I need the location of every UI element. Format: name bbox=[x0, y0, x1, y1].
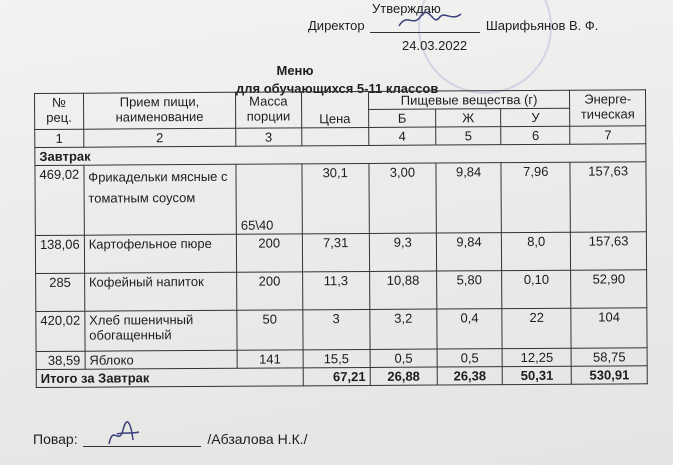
menu-title: Меню bbox=[276, 63, 314, 78]
cell-name: Картофельное пюре bbox=[84, 234, 236, 273]
section-label: Завтрак bbox=[35, 144, 646, 166]
cell-u: 7,96 bbox=[501, 162, 571, 232]
total-row bbox=[36, 366, 647, 388]
cell-mass: 200 bbox=[236, 234, 302, 272]
table-row bbox=[35, 162, 646, 236]
cell-name: Кофейный напиток bbox=[84, 272, 236, 311]
header-nutrients: Пищевые вещества (г) bbox=[368, 90, 570, 109]
total-u: 50,31 bbox=[502, 366, 571, 384]
table-row bbox=[36, 270, 647, 312]
table-row bbox=[36, 308, 647, 352]
total-energy: 530,91 bbox=[572, 366, 648, 384]
header-meal: Прием пищи, наименование bbox=[83, 92, 235, 129]
header-no: № рец. bbox=[35, 93, 84, 129]
cell-no: 469,02 bbox=[35, 165, 84, 235]
menu-subtitle: для обучающихся 5-11 классов bbox=[236, 81, 439, 96]
cell-price: 7,31 bbox=[302, 233, 369, 271]
total-b: 26,88 bbox=[370, 367, 437, 385]
cell-price: 15,5 bbox=[303, 349, 370, 367]
cell-no: 285 bbox=[36, 273, 85, 311]
cell-name: Фрикадельки мясные с томатным соусом bbox=[84, 164, 237, 235]
colnum bbox=[301, 127, 368, 145]
cell-mass: 141 bbox=[237, 350, 303, 368]
cell-u: 8,0 bbox=[502, 232, 571, 270]
cell-zh: 9,84 bbox=[436, 163, 502, 233]
cell-b: 9,3 bbox=[369, 233, 436, 271]
director-label: Директор bbox=[308, 18, 365, 33]
cell-price: 30,1 bbox=[302, 163, 370, 233]
header-energy: Энерге-тическая bbox=[570, 90, 646, 126]
colnum: 6 bbox=[501, 126, 570, 144]
header-mass: Масса порции bbox=[236, 92, 302, 128]
cell-mass: 65\40 bbox=[236, 164, 302, 234]
header-price: Цена bbox=[301, 91, 368, 127]
cell-energy: 52,90 bbox=[571, 270, 647, 308]
cook-label: Повар: bbox=[33, 431, 78, 447]
cell-energy: 157,63 bbox=[571, 232, 647, 270]
cell-price: 11,3 bbox=[302, 271, 369, 309]
header-u: У bbox=[501, 108, 570, 126]
cell-zh: 0,4 bbox=[437, 309, 502, 349]
cell-zh: 9,84 bbox=[436, 233, 501, 271]
total-zh: 26,38 bbox=[437, 367, 502, 385]
cell-u: 0,10 bbox=[502, 270, 571, 308]
cell-u: 12,25 bbox=[502, 348, 571, 366]
header-zh: Ж bbox=[436, 109, 501, 127]
cell-energy: 58,75 bbox=[571, 348, 647, 366]
header-b: Б bbox=[368, 109, 435, 127]
colnum: 2 bbox=[83, 128, 235, 147]
total-label: Итого за Завтрак bbox=[36, 368, 303, 388]
director-signature bbox=[395, 8, 465, 32]
cell-b: 3,00 bbox=[369, 163, 437, 233]
cell-mass: 200 bbox=[237, 272, 303, 310]
cell-b: 0,5 bbox=[370, 349, 437, 367]
cook-name: /Абзалова Н.К./ bbox=[207, 431, 308, 447]
cell-name: Яблоко bbox=[85, 350, 237, 369]
cell-zh: 0,5 bbox=[437, 349, 502, 367]
cell-price: 3 bbox=[302, 309, 369, 349]
cell-energy: 157,63 bbox=[570, 162, 646, 232]
cell-u: 22 bbox=[502, 308, 571, 348]
approve-label: Утверждаю bbox=[372, 1, 441, 16]
approval-date: 24.03.2022 bbox=[402, 38, 468, 53]
colnum: 4 bbox=[369, 127, 436, 145]
cell-energy: 104 bbox=[571, 308, 647, 348]
cell-no: 138,06 bbox=[35, 235, 84, 273]
cook-signature-line bbox=[33, 431, 308, 447]
cell-no: 38,59 bbox=[36, 351, 85, 369]
colnum: 3 bbox=[236, 128, 302, 146]
cell-name: Хлеб пшеничный обогащенный bbox=[85, 310, 238, 351]
colnum: 5 bbox=[436, 127, 501, 145]
cell-zh: 5,80 bbox=[437, 271, 502, 309]
cell-b: 3,2 bbox=[370, 309, 437, 349]
cell-b: 10,88 bbox=[369, 271, 436, 309]
cell-mass: 50 bbox=[237, 310, 303, 350]
cook-signature bbox=[103, 420, 143, 450]
total-price: 67,21 bbox=[303, 367, 370, 385]
director-name: Шарифьянов В. Ф. bbox=[485, 18, 599, 33]
colnum: 7 bbox=[570, 126, 646, 144]
table-row bbox=[35, 232, 646, 274]
menu-table bbox=[34, 89, 648, 388]
cell-no: 420,02 bbox=[36, 311, 85, 351]
colnum: 1 bbox=[35, 129, 84, 147]
